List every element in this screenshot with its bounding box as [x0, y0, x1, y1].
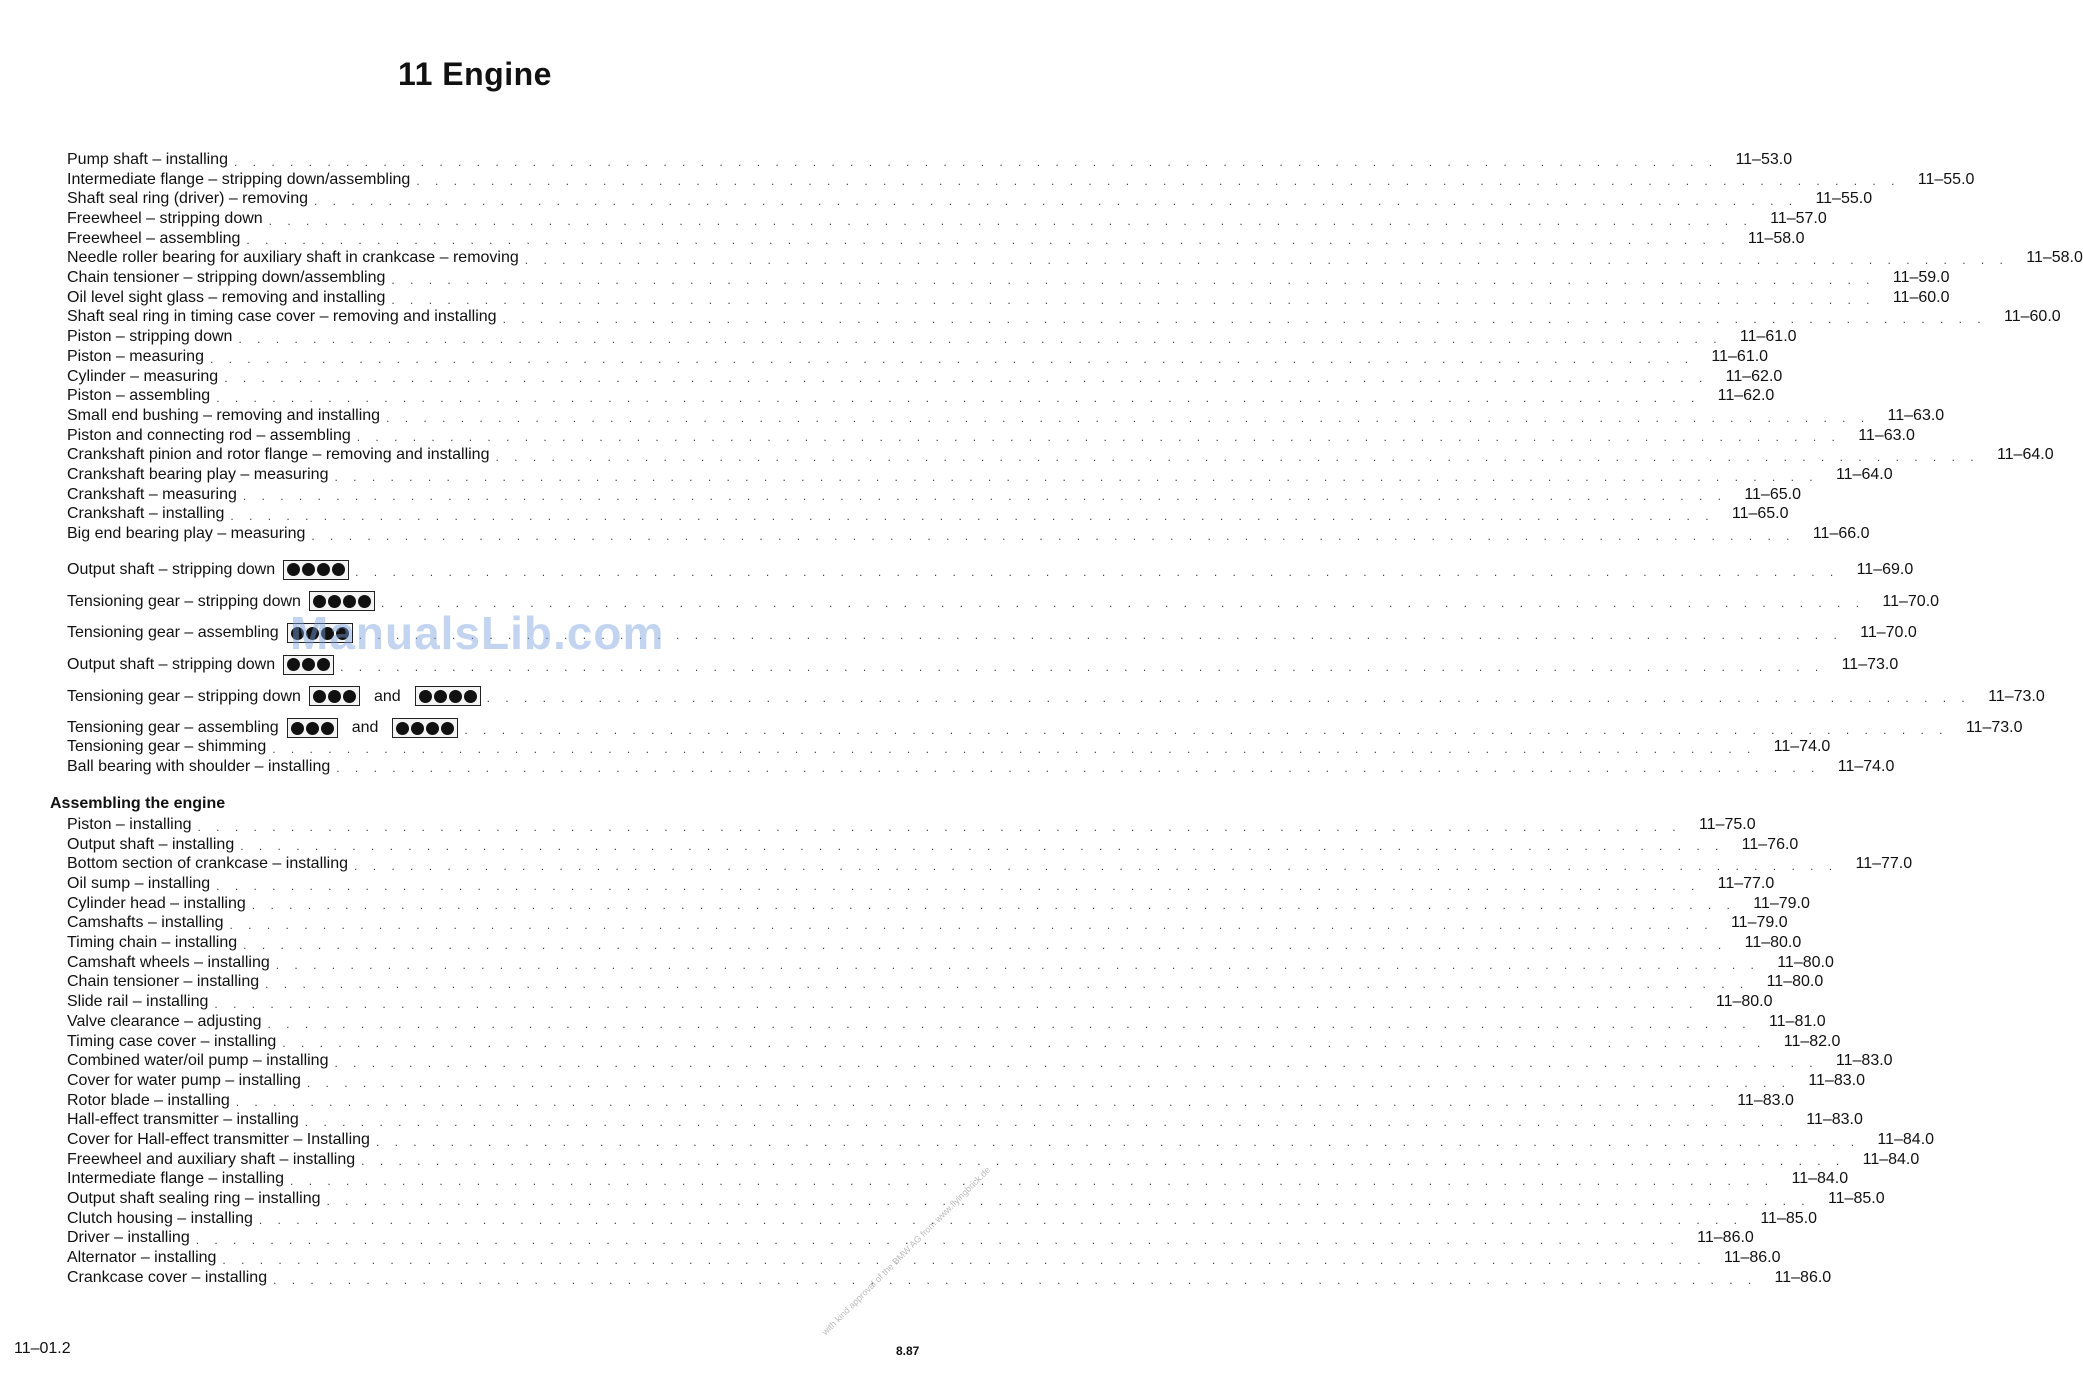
toc-entry[interactable] — [67, 1091, 1794, 1111]
toc-entry[interactable] — [67, 874, 1775, 894]
toc-entry-page: 11–73.0 — [1965, 719, 2023, 737]
toc-entry-label: Oil level sight glass – removing and installing — [67, 288, 386, 306]
toc-entry-label: Piston – measuring — [67, 347, 204, 365]
toc-entry-label: Rotor blade – installing — [67, 1091, 230, 1109]
toc-entry-page: 11–65.0 — [1744, 485, 1801, 503]
toc-entry-page: 11–61.0 — [1711, 347, 1769, 365]
toc-entry-page: 11–55.0 — [1917, 170, 1975, 188]
dot-leader — [361, 1153, 1845, 1169]
toc-entry-page: 11–62.0 — [1725, 367, 1783, 385]
toc-entry[interactable] — [67, 268, 1950, 288]
toc-entry[interactable] — [67, 209, 1827, 229]
toc-entry-label: Shaft seal ring in timing case cover – removing and installing — [67, 308, 497, 326]
toc-entry-page: 11–79.0 — [1730, 914, 1788, 932]
toc-entry-label: Crankshaft – installing — [67, 505, 225, 523]
toc-entry-page: 11–84.0 — [1791, 1170, 1849, 1188]
toc-entry-label: Freewheel – stripping down — [67, 210, 263, 228]
dot-leader — [272, 741, 1756, 757]
toc-entry-conjunction: and — [373, 687, 401, 705]
toc-list-misc — [67, 737, 1895, 776]
toc-entry[interactable] — [67, 953, 1834, 973]
toc-list-disassembly — [67, 150, 2083, 544]
toc-entry-label: Piston – stripping down — [67, 328, 233, 346]
dot-leader — [391, 292, 1875, 308]
dot-leader — [246, 232, 1730, 248]
badge-dot-icon — [317, 563, 330, 576]
toc-entry-page: 11–85.0 — [1760, 1209, 1817, 1227]
toc-entry[interactable] — [67, 170, 1975, 190]
dot-leader — [222, 1252, 1706, 1268]
toc-entry-label: Chain tensioner – stripping down/assembling — [67, 269, 386, 287]
dot-leader — [216, 878, 1700, 894]
tool-badge — [309, 686, 360, 706]
toc-entry[interactable] — [67, 1071, 1865, 1091]
toc-entry[interactable] — [67, 189, 1873, 209]
page-title: 11 Engine — [398, 56, 552, 92]
toc-entry[interactable] — [67, 1209, 1817, 1229]
badge-dot-icon — [302, 563, 315, 576]
toc-entry-page: 11–59.0 — [1892, 269, 1950, 287]
toc-entry-page: 11–86.0 — [1774, 1268, 1832, 1286]
toc-entry-label: Output shaft sealing ring – installing — [67, 1190, 321, 1208]
toc-entry-label: Freewheel – assembling — [67, 229, 241, 247]
dot-leader — [525, 252, 2009, 268]
toc-entry-label: Oil sump – installing — [67, 875, 211, 893]
toc-entry[interactable] — [67, 992, 1773, 1012]
toc-entry-page: 11–77.0 — [1855, 855, 1913, 873]
dot-leader — [224, 370, 1708, 386]
toc-entry[interactable] — [67, 406, 1945, 426]
toc-entry-label: Crankshaft pinion and rotor flange – removing and installing — [67, 446, 490, 464]
toc-entry[interactable] — [67, 933, 1802, 953]
toc-entry-label: Big end bearing play – measuring — [67, 525, 306, 543]
toc-entry[interactable] — [67, 524, 1870, 544]
toc-entry-page: 11–80.0 — [1715, 993, 1773, 1011]
toc-entry[interactable] — [67, 386, 1775, 406]
dot-leader — [230, 508, 1714, 524]
toc-entry-label: Small end bushing – removing and installing — [67, 406, 381, 424]
toc-entry[interactable] — [67, 347, 1769, 367]
toc-entry-label: Timing chain – installing — [67, 934, 238, 952]
toc-entry[interactable] — [67, 1169, 1849, 1189]
toc-entry-label: Pump shaft – installing — [67, 150, 228, 168]
dot-leader — [265, 976, 1749, 992]
toc-entry-label: Tensioning gear – assembling — [67, 719, 279, 737]
toc-entry-page: 11–75.0 — [1698, 815, 1756, 833]
toc-entry[interactable] — [67, 426, 1915, 446]
toc-entry-page: 11–58.0 — [1747, 229, 1805, 247]
dot-leader — [269, 213, 1753, 229]
toc-entry-label: Alternator – installing — [67, 1249, 217, 1267]
toc-entry-label: Slide rail – installing — [67, 993, 209, 1011]
toc-entry-label: Camshaft wheels – installing — [67, 953, 270, 971]
dot-leader — [238, 331, 1722, 347]
toc-entry-page: 11–80.0 — [1777, 953, 1834, 971]
dot-leader — [216, 390, 1700, 406]
dot-leader — [259, 1212, 1743, 1228]
toc-entry-page: 11–74.0 — [1773, 737, 1831, 755]
dot-leader — [314, 193, 1798, 209]
dot-leader — [243, 488, 1727, 504]
toc-entry-page: 11–55.0 — [1815, 190, 1873, 208]
badge-dot-icon — [317, 658, 330, 671]
dot-leader — [340, 659, 1824, 675]
dot-leader — [210, 351, 1694, 367]
dot-leader — [354, 858, 1838, 874]
toc-entry-label: Bottom section of crankcase – installing — [67, 855, 349, 873]
dot-leader — [357, 429, 1841, 445]
footer-page-number: 11–01.2 — [14, 1340, 71, 1357]
toc-entry[interactable] — [67, 504, 1789, 524]
badge-dot-icon — [321, 722, 334, 735]
tool-badge — [283, 560, 349, 580]
badge-dot-icon — [287, 658, 300, 671]
toc-entry-page: 11–79.0 — [1753, 894, 1810, 912]
toc-entry-label: Piston – installing — [67, 815, 192, 833]
dot-leader — [334, 1055, 1818, 1071]
tool-badge — [392, 718, 458, 738]
toc-entry[interactable] — [67, 835, 1799, 855]
toc-entry[interactable] — [67, 465, 1893, 485]
toc-entry-label: Crankshaft – measuring — [67, 485, 237, 503]
toc-entry-conjunction: and — [351, 719, 379, 737]
toc-entry[interactable] — [67, 445, 2054, 465]
dot-leader — [230, 917, 1714, 933]
toc-entry-page: 11–70.0 — [1860, 624, 1917, 642]
toc-entry-label: Needle roller bearing for auxiliary shaft in crankcase – removing — [67, 249, 519, 267]
dot-leader — [311, 528, 1795, 544]
toc-entry[interactable] — [67, 913, 1788, 933]
toc-entry-label: Ball bearing with shoulder – installing — [67, 757, 331, 775]
toc-entry[interactable] — [67, 308, 2061, 328]
dot-leader — [240, 838, 1724, 854]
toc-entry-label: Tensioning gear – stripping down — [67, 592, 301, 610]
badge-dot-icon — [419, 690, 432, 703]
toc-entry[interactable] — [67, 1051, 1893, 1071]
toc-entry[interactable] — [67, 288, 1950, 308]
badge-dot-icon — [449, 690, 462, 703]
badge-dot-icon — [313, 690, 326, 703]
toc-entry-label: Hall-effect transmitter – installing — [67, 1111, 299, 1129]
toc-entry-page: 11–66.0 — [1812, 525, 1870, 543]
dot-leader — [376, 1134, 1860, 1150]
toc-entry[interactable] — [67, 485, 1801, 505]
footer-date: 8.87 — [896, 1344, 920, 1358]
toc-entry-page: 11–58.0 — [2026, 249, 2083, 267]
toc-entry[interactable] — [67, 706, 2023, 738]
toc-entry-page: 11–81.0 — [1768, 1012, 1826, 1030]
toc-entry-page: 11–86.0 — [1723, 1249, 1781, 1267]
toc-entry[interactable] — [67, 150, 1793, 170]
toc-entry-label: Cover for Hall-effect transmitter – Installing — [67, 1130, 370, 1148]
badge-dot-icon — [441, 722, 454, 735]
toc-entry-page: 11–83.0 — [1806, 1111, 1863, 1129]
toc-entry-label: Output shaft – installing — [67, 835, 235, 853]
toc-entry[interactable] — [67, 367, 1783, 387]
toc-entry-page: 11–53.0 — [1735, 150, 1793, 168]
toc-entry[interactable] — [67, 1012, 1826, 1032]
dot-leader — [234, 154, 1718, 170]
toc-entry-page: 11–69.0 — [1856, 560, 1914, 578]
toc-entry-label: Combined water/oil pump – installing — [67, 1052, 329, 1070]
toc-entry-label: Piston – assembling — [67, 387, 211, 405]
toc-entry-page: 11–80.0 — [1766, 973, 1824, 991]
toc-entry[interactable] — [67, 675, 2045, 707]
toc-entry-label: Crankshaft bearing play – measuring — [67, 465, 329, 483]
toc-entry[interactable] — [67, 1110, 1863, 1130]
badge-dot-icon — [291, 722, 304, 735]
toc-entry-page: 11–60.0 — [2004, 308, 2061, 326]
toc-entry-label: Shaft seal ring (driver) – removing — [67, 190, 308, 208]
dot-leader — [487, 690, 1971, 706]
toc-entry-label: Driver – installing — [67, 1229, 190, 1247]
toc-entry[interactable] — [67, 1150, 1920, 1170]
toc-entry[interactable] — [67, 1189, 1885, 1209]
dot-leader — [307, 1075, 1791, 1091]
dot-leader — [386, 410, 1870, 426]
toc-entry-label: Freewheel and auxiliary shaft – installing — [67, 1150, 356, 1168]
dot-leader — [495, 449, 1979, 465]
dot-leader — [196, 1232, 1680, 1248]
toc-entry-label: Cylinder – measuring — [67, 367, 219, 385]
toc-entry-page: 11–64.0 — [1996, 446, 2054, 464]
dot-leader — [503, 311, 1987, 327]
toc-entry-page: 11–84.0 — [1877, 1130, 1935, 1148]
toc-entry-page: 11–82.0 — [1783, 1032, 1841, 1050]
toc-entry-label: Piston and connecting rod – assembling — [67, 426, 351, 444]
dot-leader — [334, 469, 1818, 485]
section-heading: Assembling the engine — [50, 795, 226, 812]
toc-entry-page: 11–85.0 — [1827, 1190, 1885, 1208]
toc-entry-page: 11–57.0 — [1770, 210, 1827, 228]
toc-entry-label: Cylinder head – installing — [67, 894, 246, 912]
dot-leader — [464, 722, 1948, 738]
toc-entry-label: Tensioning gear – shimming — [67, 737, 267, 755]
badge-dot-icon — [287, 563, 300, 576]
dot-leader — [214, 996, 1698, 1012]
badge-dot-icon — [332, 563, 345, 576]
toc-entry-label: Chain tensioner – installing — [67, 973, 260, 991]
dot-leader — [268, 1016, 1752, 1032]
dot-leader — [276, 957, 1760, 973]
toc-entry[interactable] — [67, 1248, 1781, 1268]
toc-entry[interactable] — [67, 973, 1824, 993]
toc-entry-page: 11–74.0 — [1837, 757, 1895, 775]
badge-dot-icon — [434, 690, 447, 703]
toc-entry-page: 11–83.0 — [1808, 1071, 1865, 1089]
badge-dot-icon — [343, 690, 356, 703]
toc-entry[interactable] — [67, 757, 1895, 777]
toc-entry-page: 11–84.0 — [1862, 1150, 1920, 1168]
toc-entry-label: Camshafts – installing — [67, 914, 224, 932]
side-note: with kind approval of the BMW AG from www.flyingbrick.de — [820, 1164, 993, 1338]
toc-entry[interactable] — [67, 1032, 1841, 1052]
toc-entry-page: 11–64.0 — [1835, 465, 1893, 483]
toc-entry-label: Timing case cover – installing — [67, 1032, 277, 1050]
toc-entry[interactable] — [67, 854, 1913, 874]
toc-entry-page: 11–80.0 — [1744, 934, 1802, 952]
dot-leader — [416, 173, 1900, 189]
toc-entry-label: Valve clearance – adjusting — [67, 1012, 262, 1030]
badge-dot-icon — [411, 722, 424, 735]
toc-entry-label: Intermediate flange – stripping down/assembling — [67, 170, 411, 188]
toc-entry[interactable] — [67, 737, 1831, 757]
toc-entry-label: Tensioning gear – assembling — [67, 624, 279, 642]
dot-leader — [198, 819, 1682, 835]
dot-leader — [326, 1193, 1810, 1209]
toc-entry-page: 11–73.0 — [1988, 687, 2045, 705]
toc-entry-page: 11–77.0 — [1717, 875, 1775, 893]
dot-leader — [236, 1094, 1720, 1110]
badge-dot-icon — [328, 690, 341, 703]
toc-entry[interactable] — [67, 1268, 1832, 1288]
dot-leader — [336, 760, 1820, 776]
dot-leader — [282, 1035, 1766, 1051]
toc-entry-label: Clutch housing – installing — [67, 1209, 253, 1227]
dot-leader — [290, 1173, 1774, 1189]
badge-dot-icon — [464, 690, 477, 703]
toc-entry-page: 11–73.0 — [1841, 656, 1899, 674]
toc-entry-label: Output shaft – stripping down — [67, 656, 276, 674]
toc-entry-page: 11–83.0 — [1737, 1091, 1794, 1109]
badge-dot-icon — [426, 722, 439, 735]
toc-entry[interactable] — [67, 548, 1914, 580]
toc-entry-page: 11–62.0 — [1717, 387, 1775, 405]
toc-entry[interactable] — [67, 1228, 1754, 1248]
toc-entry[interactable] — [67, 1130, 1935, 1150]
tool-badge — [415, 686, 481, 706]
toc-entry-label: Crankcase cover – installing — [67, 1268, 268, 1286]
dot-leader — [305, 1114, 1789, 1130]
dot-leader — [391, 272, 1875, 288]
toc-entry[interactable] — [67, 229, 1805, 249]
tool-badge — [287, 718, 338, 738]
toc-entry-label: Intermediate flange – installing — [67, 1170, 285, 1188]
badge-dot-icon — [396, 722, 409, 735]
toc-entry-label: Tensioning gear – stripping down — [67, 687, 301, 705]
toc-entry-page: 11–61.0 — [1739, 328, 1797, 346]
dot-leader — [355, 564, 1839, 580]
badge-dot-icon — [302, 658, 315, 671]
badge-dot-icon — [306, 722, 319, 735]
toc-entry-page: 11–86.0 — [1697, 1229, 1754, 1247]
toc-entry[interactable] — [67, 894, 1810, 914]
toc-entry-page: 11–60.0 — [1892, 288, 1950, 306]
dot-leader — [252, 897, 1736, 913]
toc-entry-page: 11–70.0 — [1882, 592, 1940, 610]
dot-leader — [273, 1272, 1757, 1288]
toc-entry-page: 11–63.0 — [1858, 426, 1915, 444]
toc-entry-label: Cover for water pump – installing — [67, 1071, 301, 1089]
dot-leader — [243, 937, 1727, 953]
toc-entry[interactable] — [67, 815, 1756, 835]
toc-entry-page: 11–76.0 — [1741, 835, 1799, 853]
toc-entry[interactable] — [67, 248, 2083, 268]
toc-entry-page: 11–83.0 — [1835, 1052, 1893, 1070]
toc-entry-page: 11–65.0 — [1731, 505, 1789, 523]
watermark: ManualsLib.com — [290, 607, 665, 659]
toc-entry-page: 11–63.0 — [1887, 406, 1945, 424]
toc-entry-label: Output shaft – stripping down — [67, 560, 276, 578]
toc-entry[interactable] — [67, 327, 1797, 347]
